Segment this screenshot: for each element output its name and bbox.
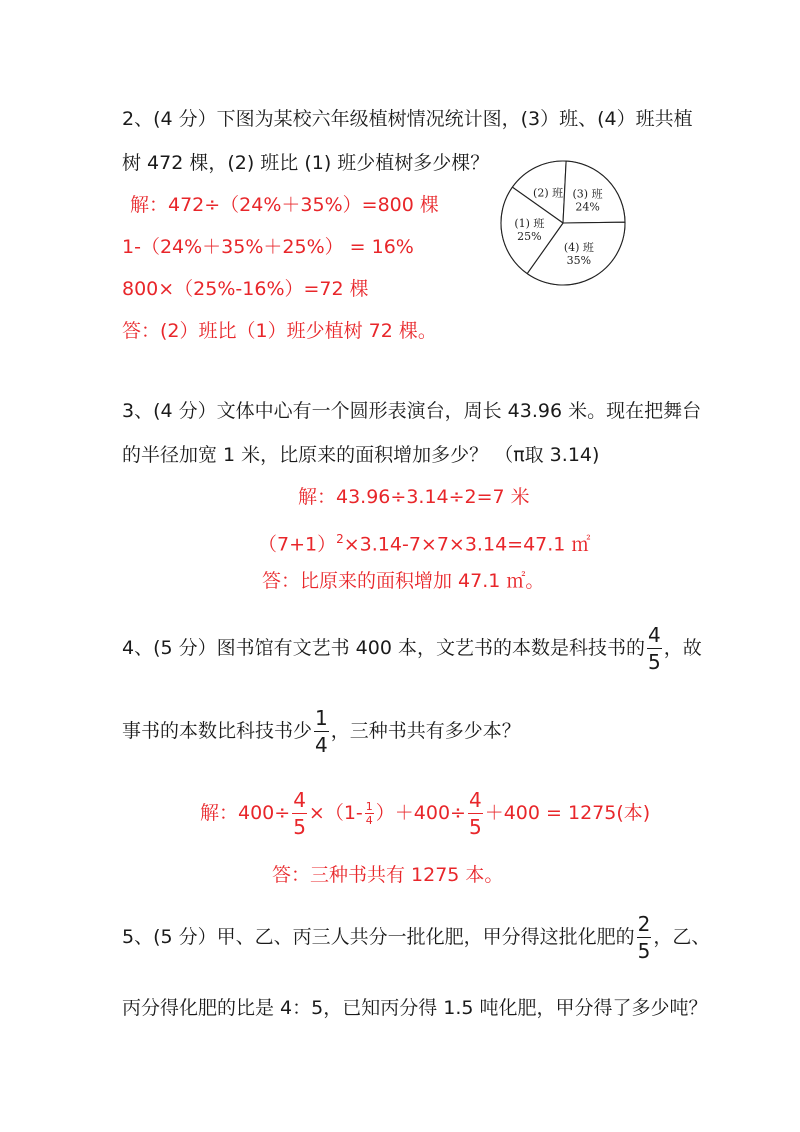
pie-slice-label: (3) 班 [572,187,603,201]
q2-solution-2: 1-（24%＋35%＋25%） = 16% [122,236,414,258]
q4-line2-tail: ，三种书共有多少本？ [330,720,521,742]
pie-slice-label: (1) 班 [514,216,545,230]
q3-line2: 的半径加宽 1 米，比原来的面积增加多少？ （π取 3.14) [122,444,600,466]
q2-solution-3: 800×（25%-16%）=72 棵 [122,278,369,300]
q4-line2 [122,708,521,755]
fraction-numerator: 1 [365,800,373,813]
q3-solution-1: 解：43.96÷3.14÷2=7 米 [298,486,530,508]
q4-solution [200,790,650,837]
q5-fraction-2-5 [637,914,652,961]
fraction-numerator: 4 [468,788,482,812]
q4-line1-tail: ，故 [663,637,702,659]
q4-sol-d: ＋400 = 1275(本) [484,802,651,824]
q3-solution-2-b: ×3.14-7×7×3.14=47.1 ㎡ [343,533,591,556]
pie-slice-percent: 35% [566,254,592,268]
q5-line1-tail: ，乙、 [653,926,711,948]
q2-line2: 树 472 棵，(2) 班比 (1) 班少植树多少棵？ [122,152,490,174]
q4-line1 [122,625,702,672]
pie-slice-percent: 24% [575,200,600,214]
q4-answer: 答：三种书共有 1275 本。 [272,864,504,886]
q3-solution-2-sup: 2 [336,532,344,546]
q5-line2: 丙分得化肥的比是 4：5，已知丙分得 1.5 吨化肥，甲分得了多少吨？ [122,997,708,1019]
pie-slice-percent: 25% [517,229,542,243]
q2-solution-1: 解：472÷（24%＋35%）=800 棵 [130,194,439,216]
q3-solution-2 [258,526,590,557]
q4-sol-fraction-3 [468,790,483,837]
fraction-numerator: 1 [315,706,328,730]
q4-sol-a: 解：400÷ [200,802,291,824]
q3-solution-2-a: （7+1） [258,533,337,556]
q2-line1: 2、(4 分）下图为某校六年级植树情况统计图，(3）班、(4）班共植 [122,108,693,130]
q4-sol-c: ）＋400÷ [375,802,466,824]
q4-sol-b: ×（1- [308,802,363,824]
q2-answer: 答：(2）班比（1）班少植树 72 棵。 [122,320,437,342]
pie-slice-label: (2) 班 [533,186,564,200]
pie-chart [498,158,628,288]
q3-answer: 答：比原来的面积增加 47.1 ㎡。 [262,570,545,592]
q4-fraction-4-5 [647,625,662,672]
fraction-numerator: 2 [637,912,651,936]
fraction-denominator: 4 [315,733,328,757]
fraction-numerator: 4 [647,623,661,647]
fraction-denominator: 5 [293,815,306,839]
fraction-numerator: 4 [293,788,306,812]
q3-line1: 3、(4 分）文体中心有一个圆形表演台，周长 43.96 米。现在把舞台 [122,400,702,422]
fraction-denominator: 5 [468,815,482,839]
q4-line2-text: 事书的本数比科技书少 [122,720,313,742]
fraction-denominator: 5 [637,939,651,963]
q4-line1-text: 4、(5 分）图书馆有文艺书 400 本，文艺书的本数是科技书的 [122,637,645,659]
fraction-denominator: 5 [647,650,661,674]
q4-sol-fraction-1 [292,790,307,837]
fraction-denominator: 4 [365,814,373,827]
q4-sol-fraction-2 [365,801,374,826]
q4-fraction-1-4 [314,708,329,755]
q5-line1 [122,914,710,961]
q5-line1-text: 5、(5 分）甲、乙、丙三人共分一批化肥，甲分得这批化肥的 [122,926,635,948]
pie-slice-label: (4) 班 [563,241,594,255]
